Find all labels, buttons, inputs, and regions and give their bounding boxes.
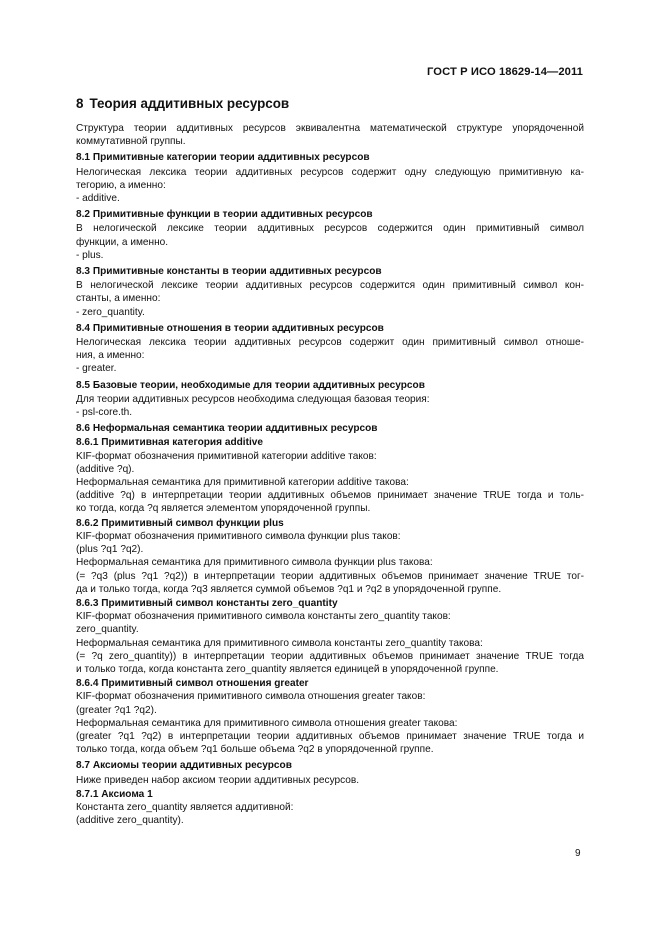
s871-line-2: (additive zero_quantity).	[76, 815, 184, 827]
s864-line-2: (greater ?q1 ?q2).	[76, 704, 157, 716]
subsection-heading-8-3: 8.3 Примитивные константы в теории аддитивных ресурсов	[76, 266, 382, 278]
s862-line-5: да и только тогда, когда ?q3 является суммой объемов ?q1 и ?q2 в упорядоченной группе.	[76, 583, 502, 595]
s863-line-2: zero_quantity.	[76, 624, 139, 636]
s863-line-1: KIF-формат обозначения примитивного символа константы zero_quantity таков:	[76, 611, 451, 623]
subsection-heading-8-6-3: 8.6.3 Примитивный символ константы zero_quantity	[76, 597, 338, 609]
s85-line-1: Для теории аддитивных ресурсов необходима следующая базовая теория:	[76, 393, 430, 405]
s83-line-1: В нелогической лексике теории аддитивных ресурсов содержится один примитивный символ кон-	[76, 280, 584, 292]
s85-list-item: - psl-core.th.	[76, 407, 133, 419]
s83-list-item: - zero_quantity.	[76, 306, 145, 318]
s84-list-item: - greater.	[76, 363, 117, 375]
section-title: Теория аддитивных ресурсов	[89, 96, 290, 111]
s864-line-3: Неформальная семантика для примитивного символа отношения greater такова:	[76, 717, 458, 729]
s87-line-1: Ниже приведен набор аксиом теории аддитивных ресурсов.	[76, 774, 360, 786]
standard-designation: ГОСТ Р ИСО 18629-14—2011	[427, 66, 583, 78]
subsection-heading-8-6: 8.6 Неформальная семантика теории аддитивных ресурсов	[76, 423, 378, 435]
s861-line-2: (additive ?q).	[76, 463, 135, 475]
s862-line-4: (= ?q3 (plus ?q1 ?q2)) в интерпретации теории аддитивных объемов принимает значение TRUE тог-	[76, 570, 584, 582]
section-number: 8	[76, 96, 84, 111]
page-number: 9	[575, 848, 581, 859]
subsection-heading-8-6-4: 8.6.4 Примитивный символ отношения greater	[76, 678, 309, 690]
subsection-heading-8-7: 8.7 Аксиомы теории аддитивных ресурсов	[76, 760, 292, 772]
s861-line-4: (additive ?q) в интерпретации теории аддитивных объемов принимает значение TRUE тогда и толь-	[76, 490, 584, 502]
intro-line-2: коммутативной группы.	[76, 136, 186, 148]
s82-line-2: функции, а именно.	[76, 236, 169, 248]
s871-line-1: Константа zero_quantity является аддитивной:	[76, 801, 294, 813]
subsection-heading-8-7-1: 8.7.1 Аксиома 1	[76, 788, 153, 800]
s81-list-item: - additive.	[76, 193, 120, 205]
s82-list-item: - plus.	[76, 249, 104, 261]
s863-line-5: и только тогда, когда константа zero_quantity является единицей в упорядоченной группе.	[76, 663, 499, 675]
s861-line-1: KIF-формат обозначения примитивной категории additive таков:	[76, 450, 377, 462]
s84-line-1: Нелогическая лексика теории аддитивных ресурсов содержит один примитивный символ отноше-	[76, 337, 584, 349]
s82-line-1: В нелогической лексике теории аддитивных ресурсов содержится один примитивный символ	[76, 223, 584, 235]
s864-line-1: KIF-формат обозначения примитивного символа отношения greater таков:	[76, 691, 426, 703]
s862-line-1: KIF-формат обозначения примитивного символа функции plus таков:	[76, 530, 401, 542]
s863-line-3: Неформальная семантика для примитивного символа константы zero_quantity такова:	[76, 637, 483, 649]
s861-line-5: ко тогда, когда ?q является элементом упорядоченной группы.	[76, 503, 371, 515]
section-heading	[76, 96, 584, 112]
s861-line-3: Неформальная семантика для примитивной категории additive такова:	[76, 477, 409, 489]
s862-line-2: (plus ?q1 ?q2).	[76, 544, 144, 556]
subsection-heading-8-1: 8.1 Примитивные категории теории аддитивных ресурсов	[76, 152, 370, 164]
s864-line-5: только тогда, когда объем ?q1 больше объема ?q2 в упорядоченной группе.	[76, 744, 434, 756]
intro-line-1: Структура теории аддитивных ресурсов эквивалентна математической структуре упорядоченной	[76, 123, 584, 134]
s83-line-2: станты, а именно:	[76, 293, 161, 305]
subsection-heading-8-4: 8.4 Примитивные отношения в теории аддитивных ресурсов	[76, 322, 384, 334]
s864-line-4: (greater ?q1 ?q2) в интерпретации теории аддитивных объемов принимает значение TRUE тогда и	[76, 730, 584, 742]
subsection-heading-8-6-1: 8.6.1 Примитивная категория additive	[76, 437, 263, 449]
intro-paragraph	[76, 122, 584, 148]
s863-line-4: (= ?q zero_quantity)) в интерпретации теории аддитивных объемов принимает значение TRUE тогда	[76, 650, 584, 662]
s81-line-1: Нелогическая лексика теории аддитивных ресурсов содержит одну следующую примитивную ка-	[76, 166, 584, 178]
page-content	[76, 96, 584, 827]
s84-line-2: ния, а именно:	[76, 350, 145, 362]
s862-line-3: Неформальная семантика для примитивного символа функции plus такова:	[76, 557, 433, 569]
subsection-heading-8-6-2: 8.6.2 Примитивный символ функции plus	[76, 517, 284, 529]
subsection-heading-8-2: 8.2 Примитивные функции в теории аддитивных ресурсов	[76, 209, 373, 221]
s81-line-2: тегорию, а именно:	[76, 179, 166, 191]
subsection-heading-8-5: 8.5 Базовые теории, необходимые для теории аддитивных ресурсов	[76, 379, 425, 391]
